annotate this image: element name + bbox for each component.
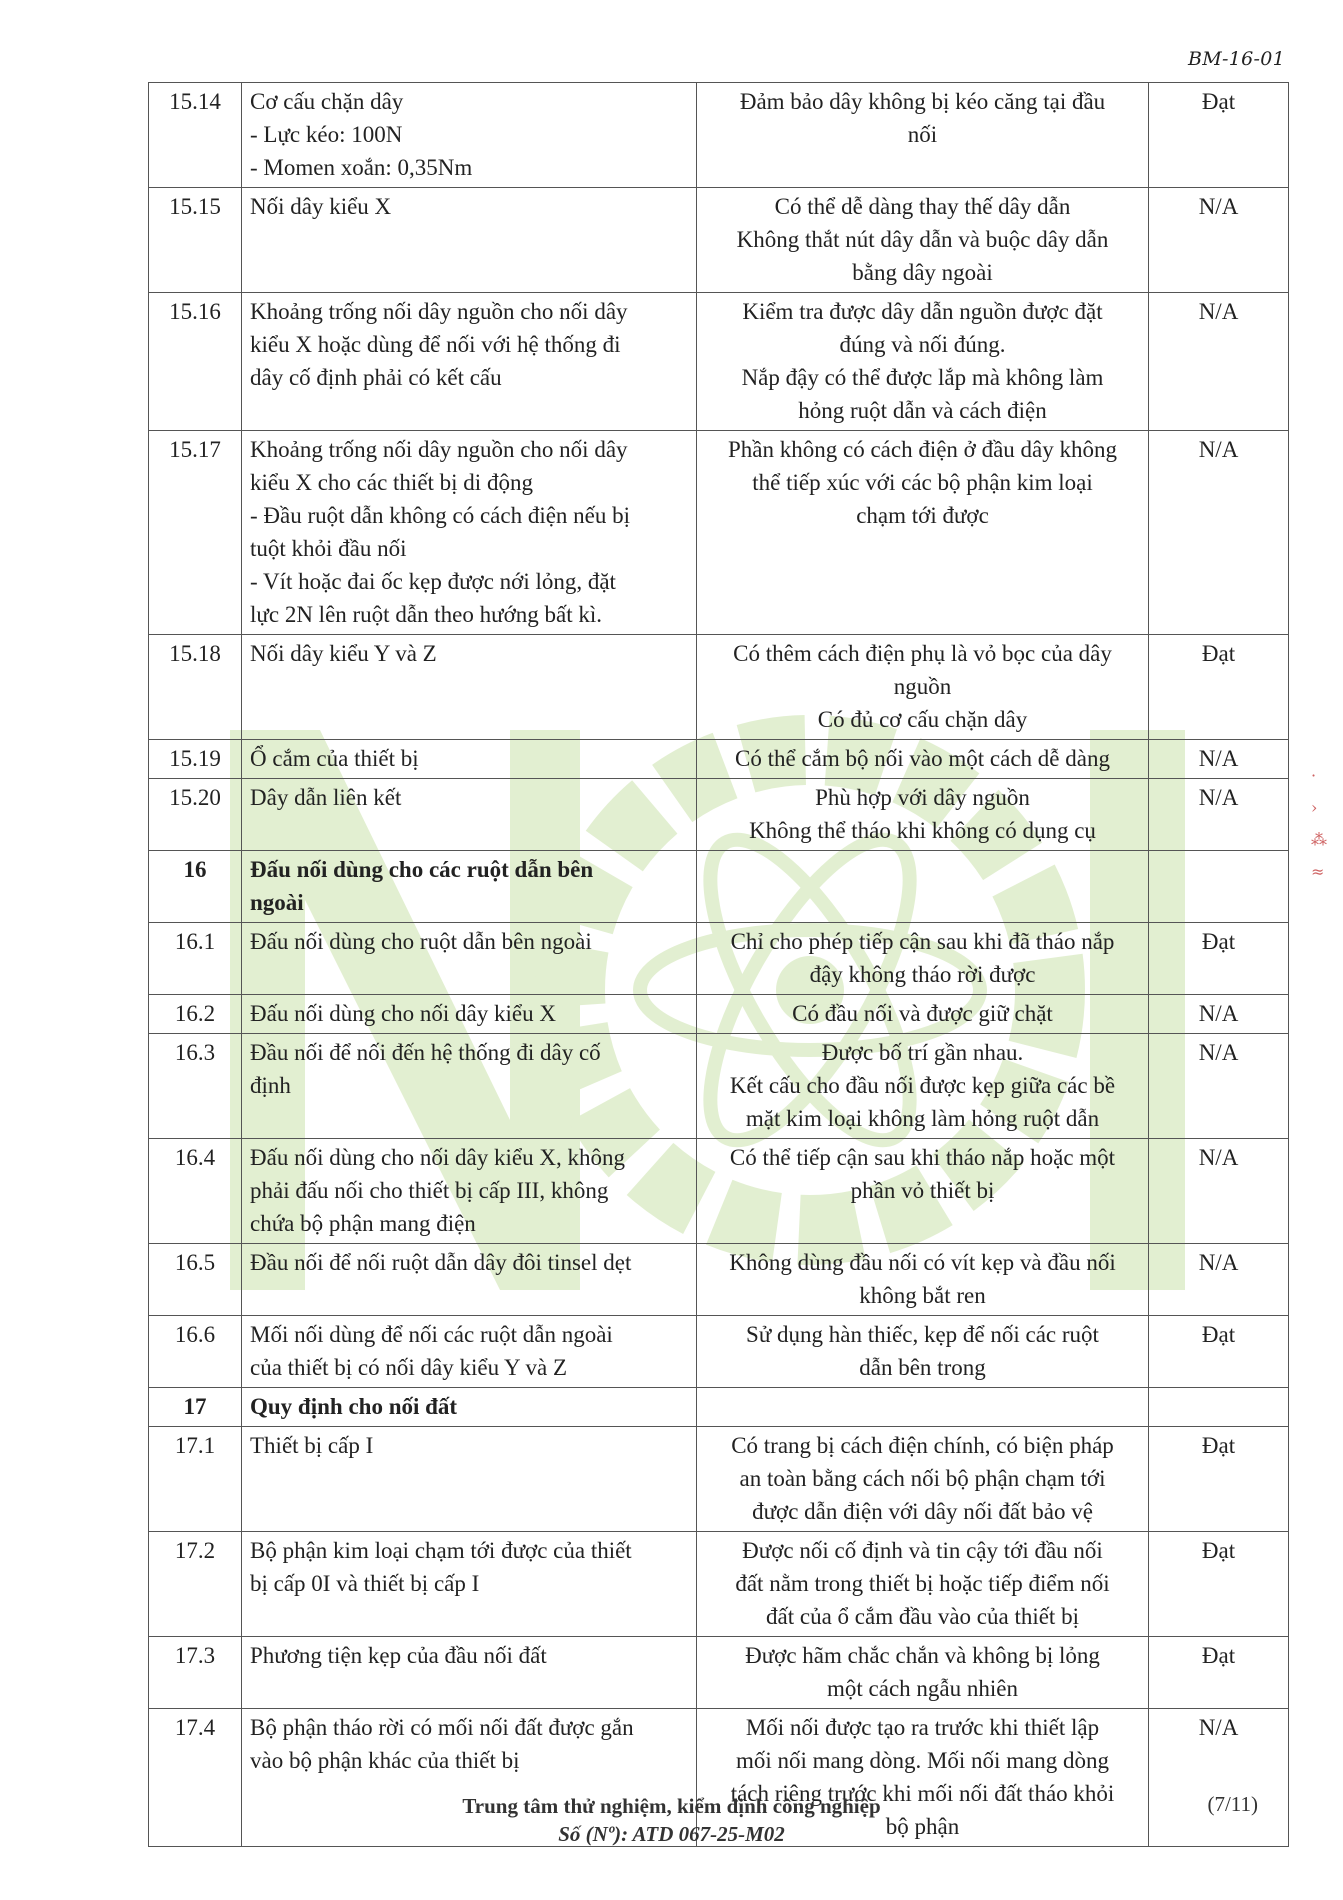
conclusion-cell: N/A xyxy=(1149,1139,1289,1244)
result-line: mặt kim loại không làm hỏng ruột dẫn xyxy=(745,1106,1100,1131)
conclusion-cell: Đạt xyxy=(1149,1316,1289,1388)
result-line: Không dùng đầu nối có vít kẹp và đầu nối xyxy=(729,1250,1116,1275)
footer-doc-number: Số (Nº): ATD 067-25-M02 xyxy=(558,1822,785,1846)
conclusion-cell: N/A xyxy=(1149,1244,1289,1316)
requirement-cell xyxy=(242,1316,697,1388)
result-cell xyxy=(697,1316,1149,1388)
clause-number: 17.3 xyxy=(149,1637,242,1709)
spec-table-body xyxy=(149,83,1289,1847)
clause-number: 15.15 xyxy=(149,188,242,293)
requirement-cell xyxy=(242,995,697,1034)
result-line: được dẫn điện với dây nối đất bảo vệ xyxy=(752,1499,1093,1524)
table-row xyxy=(149,293,1289,431)
clause-number: 15.14 xyxy=(149,83,242,188)
requirement-line: ngoài xyxy=(250,890,304,915)
requirement-cell xyxy=(242,1427,697,1532)
clause-number: 16.3 xyxy=(149,1034,242,1139)
result-line: Không thắt nút dây dẫn và buộc dây dẫn xyxy=(736,227,1109,252)
result-line: đất của ổ cắm đầu vào của thiết bị xyxy=(766,1604,1079,1629)
requirement-line: tuột khỏi đầu nối xyxy=(250,536,407,561)
requirement-line: Phương tiện kẹp của đầu nối đất xyxy=(250,1643,547,1668)
result-line: Có thể cắm bộ nối vào một cách dễ dàng xyxy=(735,746,1110,771)
requirement-cell xyxy=(242,431,697,635)
result-cell xyxy=(697,1532,1149,1637)
result-line: phần vỏ thiết bị xyxy=(850,1178,995,1203)
requirement-line: Đấu nối dùng cho nối dây kiểu X xyxy=(250,1001,556,1026)
result-line: đậy không tháo rời được xyxy=(809,962,1036,987)
requirement-cell xyxy=(242,923,697,995)
requirement-cell xyxy=(242,635,697,740)
table-row xyxy=(149,995,1289,1034)
clause-number: 16.1 xyxy=(149,923,242,995)
result-line: Kết cấu cho đầu nối được kẹp giữa các bề xyxy=(729,1073,1116,1098)
clause-number: 17 xyxy=(149,1388,242,1427)
result-cell xyxy=(697,1637,1149,1709)
requirement-line: - Đầu ruột dẫn không có cách điện nếu bị xyxy=(250,503,631,528)
result-line: chạm tới được xyxy=(856,503,989,528)
result-cell xyxy=(697,740,1149,779)
requirement-cell xyxy=(242,1388,697,1427)
result-line: Nắp đậy có thể được lắp mà không làm xyxy=(741,365,1104,390)
result-cell xyxy=(697,1139,1149,1244)
result-line: dẫn bên trong xyxy=(859,1355,986,1380)
clause-number: 16.6 xyxy=(149,1316,242,1388)
requirement-line: Bộ phận tháo rời có mối nối đất được gắn xyxy=(250,1715,634,1740)
clause-number: 16 xyxy=(149,851,242,923)
requirement-line: - Momen xoắn: 0,35Nm xyxy=(250,155,473,180)
requirement-line: Ổ cắm của thiết bị xyxy=(250,746,419,771)
form-code: BM-16-01 xyxy=(1187,48,1285,70)
result-line: bộ phận xyxy=(885,1814,960,1839)
requirement-line: phải đấu nối cho thiết bị cấp III, không xyxy=(250,1178,609,1203)
result-line: nối xyxy=(907,122,938,147)
result-line: hỏng ruột dẫn và cách điện xyxy=(798,398,1047,423)
result-cell xyxy=(697,293,1149,431)
conclusion-cell: N/A xyxy=(1149,293,1289,431)
section-row xyxy=(149,1388,1289,1427)
result-line: Được hãm chắc chắn và không bị lỏng xyxy=(745,1643,1100,1668)
clause-number: 15.17 xyxy=(149,431,242,635)
clause-number: 16.5 xyxy=(149,1244,242,1316)
requirement-line: - Vít hoặc đai ốc kẹp được nới lỏng, đặt xyxy=(250,569,616,594)
conclusion-cell: Đạt xyxy=(1149,1427,1289,1532)
clause-number: 17.2 xyxy=(149,1532,242,1637)
section-row xyxy=(149,851,1289,923)
result-line: thể tiếp xúc với các bộ phận kim loại xyxy=(752,470,1093,495)
requirement-line: Đầu nối để nối ruột dẫn dây đôi tinsel dẹt xyxy=(250,1250,632,1275)
requirement-cell xyxy=(242,83,697,188)
table-row xyxy=(149,1316,1289,1388)
requirement-line: Dây dẫn liên kết xyxy=(250,785,402,810)
requirement-line: - Lực kéo: 100N xyxy=(250,122,403,147)
requirement-cell xyxy=(242,1637,697,1709)
clause-number: 15.18 xyxy=(149,635,242,740)
table-row xyxy=(149,740,1289,779)
conclusion-cell: Đạt xyxy=(1149,923,1289,995)
clause-number: 16.2 xyxy=(149,995,242,1034)
result-line: đúng và nối đúng. xyxy=(839,332,1006,357)
requirement-cell xyxy=(242,1139,697,1244)
conclusion-cell: Đạt xyxy=(1149,83,1289,188)
requirement-line: Cơ cấu chặn dây xyxy=(250,89,404,114)
result-line: đất nằm trong thiết bị hoặc tiếp điểm nối xyxy=(735,1571,1110,1596)
requirement-line: lực 2N lên ruột dẫn theo hướng bất kì. xyxy=(250,602,602,627)
table-row xyxy=(149,431,1289,635)
result-cell xyxy=(697,923,1149,995)
result-line: mối nối mang dòng. Mối nối mang dòng xyxy=(735,1748,1110,1773)
result-line: Phù hợp với dây nguồn xyxy=(815,785,1030,810)
requirement-line: kiểu X cho các thiết bị di động xyxy=(250,470,533,495)
table-row xyxy=(149,188,1289,293)
result-line: Có đủ cơ cấu chặn dây xyxy=(817,707,1028,732)
requirement-line: định xyxy=(250,1073,291,1098)
table-row xyxy=(149,1427,1289,1532)
footer-org: Trung tâm thử nghiệm, kiểm định công nghiệp xyxy=(462,1794,881,1818)
requirement-line: Đầu nối để nối đến hệ thống đi dây cố xyxy=(250,1040,601,1065)
requirement-line: Quy định cho nối đất xyxy=(250,1394,458,1419)
conclusion-cell: N/A xyxy=(1149,740,1289,779)
requirement-line: chứa bộ phận mang điện xyxy=(250,1211,476,1236)
result-line: Có thể dễ dàng thay thế dây dẫn xyxy=(774,194,1071,219)
table-row xyxy=(149,1637,1289,1709)
clause-number: 16.4 xyxy=(149,1139,242,1244)
result-cell xyxy=(697,1388,1149,1427)
table-row xyxy=(149,1244,1289,1316)
requirement-line: Khoảng trống nối dây nguồn cho nối dây xyxy=(250,437,628,462)
requirement-cell xyxy=(242,740,697,779)
margin-marks: · › ⁂ ≈ xyxy=(1311,766,1327,881)
page-number: (7/11) xyxy=(1207,1792,1258,1816)
clause-number: 15.20 xyxy=(149,779,242,851)
table-row xyxy=(149,635,1289,740)
requirement-line: Khoảng trống nối dây nguồn cho nối dây xyxy=(250,299,628,324)
result-line: Đảm bảo dây không bị kéo căng tại đầu xyxy=(739,89,1106,114)
result-line: Được nối cố định và tin cậy tới đầu nối xyxy=(742,1538,1103,1563)
requirement-line: Nối dây kiểu Y và Z xyxy=(250,641,437,666)
conclusion-cell xyxy=(1149,851,1289,923)
result-line: Kiểm tra được dây dẫn nguồn được đặt xyxy=(742,299,1103,324)
result-cell xyxy=(697,1427,1149,1532)
result-line: Mối nối được tạo ra trước khi thiết lập xyxy=(745,1715,1100,1740)
requirement-line: bị cấp 0I và thiết bị cấp I xyxy=(250,1571,480,1596)
result-cell xyxy=(697,188,1149,293)
result-cell xyxy=(697,431,1149,635)
requirement-line: Bộ phận kim loại chạm tới được của thiết xyxy=(250,1538,632,1563)
clause-number: 17.1 xyxy=(149,1427,242,1532)
requirement-cell xyxy=(242,1244,697,1316)
clause-number: 17.4 xyxy=(149,1709,242,1847)
requirement-cell xyxy=(242,188,697,293)
result-line: Có đầu nối và được giữ chặt xyxy=(792,1001,1053,1026)
conclusion-cell xyxy=(1149,1388,1289,1427)
result-cell xyxy=(697,851,1149,923)
result-line: Phần không có cách điện ở đầu dây không xyxy=(727,437,1117,462)
result-line: một cách ngẫu nhiên xyxy=(827,1676,1018,1701)
requirement-line: vào bộ phận khác của thiết bị xyxy=(250,1748,520,1773)
result-line: nguồn xyxy=(893,674,952,699)
table-row xyxy=(149,1034,1289,1139)
requirement-line: Mối nối dùng để nối các ruột dẫn ngoài xyxy=(250,1322,613,1347)
result-cell xyxy=(697,1034,1149,1139)
spec-table xyxy=(148,82,1289,1847)
result-line: Có trang bị cách điện chính, có biện pháp xyxy=(731,1433,1114,1458)
requirement-line: dây cố định phải có kết cấu xyxy=(250,365,502,390)
requirement-line: Đấu nối dùng cho nối dây kiểu X, không xyxy=(250,1145,625,1170)
requirement-line: của thiết bị có nối dây kiểu Y và Z xyxy=(250,1355,568,1380)
requirement-line: kiểu X hoặc dùng để nối với hệ thống đi xyxy=(250,332,621,357)
result-cell xyxy=(697,1244,1149,1316)
requirement-cell xyxy=(242,293,697,431)
conclusion-cell: Đạt xyxy=(1149,1637,1289,1709)
table-row xyxy=(149,779,1289,851)
conclusion-cell: Đạt xyxy=(1149,1532,1289,1637)
result-line: Sử dụng hàn thiếc, kẹp để nối các ruột xyxy=(746,1322,1099,1347)
conclusion-cell: N/A xyxy=(1149,1034,1289,1139)
result-line: Không thể tháo khi không có dụng cụ xyxy=(749,818,1096,843)
result-line: Có thể tiếp cận sau khi tháo nắp hoặc một xyxy=(729,1145,1116,1170)
requirement-cell xyxy=(242,779,697,851)
result-line: Chỉ cho phép tiếp cận sau khi đã tháo nắp xyxy=(730,929,1115,954)
result-line: không bắt ren xyxy=(859,1283,986,1308)
table-row xyxy=(149,1532,1289,1637)
requirement-cell xyxy=(242,851,697,923)
requirement-line: Đấu nối dùng cho các ruột dẫn bên xyxy=(250,857,594,882)
conclusion-cell: Đạt xyxy=(1149,635,1289,740)
result-cell xyxy=(697,635,1149,740)
requirement-line: Đấu nối dùng cho ruột dẫn bên ngoài xyxy=(250,929,592,954)
result-cell xyxy=(697,83,1149,188)
result-cell xyxy=(697,995,1149,1034)
result-line: tách riêng trước khi mối nối đất tháo khỏi xyxy=(730,1781,1115,1806)
conclusion-cell: N/A xyxy=(1149,779,1289,851)
result-cell xyxy=(697,779,1149,851)
table-row xyxy=(149,1139,1289,1244)
conclusion-cell: N/A xyxy=(1149,431,1289,635)
result-line: bằng dây ngoài xyxy=(852,260,993,285)
clause-number: 15.16 xyxy=(149,293,242,431)
footer xyxy=(0,1792,1343,1848)
requirement-cell xyxy=(242,1034,697,1139)
requirement-line: Thiết bị cấp I xyxy=(250,1433,374,1458)
result-line: an toàn bằng cách nối bộ phận chạm tới xyxy=(739,1466,1106,1491)
conclusion-cell: N/A xyxy=(1149,995,1289,1034)
conclusion-cell: N/A xyxy=(1149,1709,1289,1847)
requirement-line: Nối dây kiểu X xyxy=(250,194,392,219)
table-row xyxy=(149,83,1289,188)
result-line: Được bố trí gần nhau. xyxy=(821,1040,1024,1065)
result-line: Có thêm cách điện phụ là vỏ bọc của dây xyxy=(733,641,1112,666)
conclusion-cell: N/A xyxy=(1149,188,1289,293)
clause-number: 15.19 xyxy=(149,740,242,779)
requirement-cell xyxy=(242,1532,697,1637)
table-row xyxy=(149,923,1289,995)
